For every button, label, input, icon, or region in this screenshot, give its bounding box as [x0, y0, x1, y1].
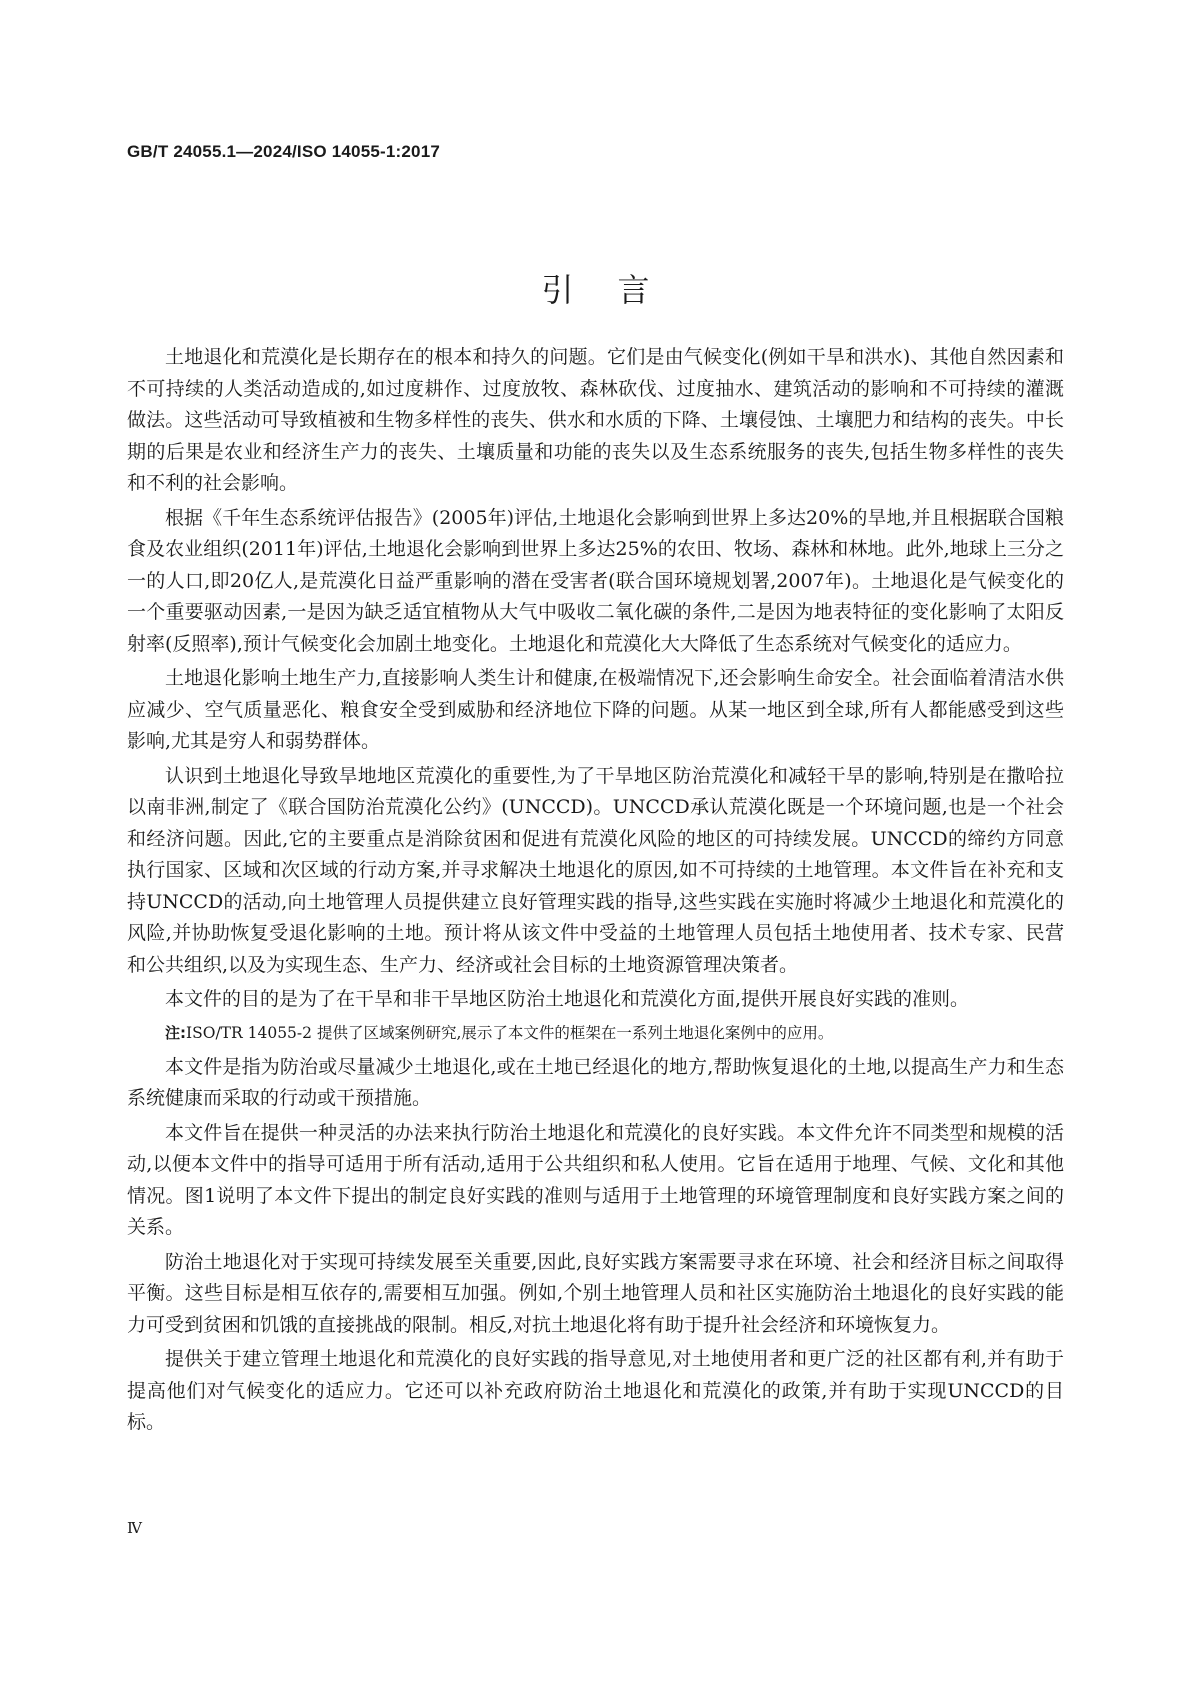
introduction-body: [127, 342, 1064, 1442]
standard-number-header: GB/T 24055.1—2024/ISO 14055-1:2017: [127, 142, 440, 161]
note-label: 注:: [165, 1023, 186, 1042]
paragraph: 土地退化和荒漠化是长期存在的根本和持久的问题。它们是由气候变化(例如干旱和洪水)、其他自然因素和不可持续的人类活动造成的,如过度耕作、过度放牧、森林砍伐、过度抽水、建筑活动的影响和不可持续的灌溉做法。这些活动可导致植被和生物多样性的丧失、供水和水质的下降、土壤侵蚀、土壤肥力和结构的丧失。中长期的后果是农业和经济生产力的丧失、土壤质量和功能的丧失以及生态系统服务的丧失,包括生物多样性的丧失和不利的社会影响。: [127, 346, 1064, 494]
page-title: 引言: [541, 271, 694, 310]
paragraph: 本文件的目的是为了在干旱和非干旱地区防治土地退化和荒漠化方面,提供开展良好实践的准则。: [165, 988, 970, 1010]
paragraph: 土地退化影响土地生产力,直接影响人类生计和健康,在极端情况下,还会影响生命安全。社会面临着清洁水供应减少、空气质量恶化、粮食安全受到威胁和经济地位下降的问题。从某一地区到全球,所有人都能感受到这些影响,尤其是穷人和弱势群体。: [127, 667, 1064, 752]
paragraph: 根据《千年生态系统评估报告》(2005年)评估,土地退化会影响到世界上多达20%的旱地,并且根据联合国粮食及农业组织(2011年)评估,土地退化会影响到世界上多达25%的农田、牧场、森林和林地。此外,地球上三分之一的人口,即20亿人,是荒漠化日益严重影响的潜在受害者(联合国环境规划署,2007年)。土地退化是气候变化的一个重要驱动因素,一是因为缺乏适宜植物从大气中吸收二氧化碳的条件,二是因为地表特征的变化影响了太阳反射率(反照率),预计气候变化会加剧土地变化。土地退化和荒漠化大大降低了生态系统对气候变化的适应力。: [127, 506, 1064, 655]
paragraph: 提供关于建立管理土地退化和荒漠化的良好实践的指导意见,对土地使用者和更广泛的社区都有利,并有助于提高他们对气候变化的适应力。它还可以补充政府防治土地退化和荒漠化的政策,并有助于实现UNCCD的目标。: [127, 1348, 1064, 1433]
note: [127, 1019, 1064, 1048]
paragraph: 本文件是指为防治或尽量减少土地退化,或在土地已经退化的地方,帮助恢复退化的土地,以提高生产力和生态系统健康而采取的行动或干预措施。: [127, 1055, 1064, 1109]
paragraph: 防治土地退化对于实现可持续发展至关重要,因此,良好实践方案需要寻求在环境、社会和经济目标之间取得平衡。这些目标是相互依存的,需要相互加强。例如,个别土地管理人员和社区实施防治土地退化的良好实践的能力可受到贫困和饥饿的直接挑战的限制。相反,对抗土地退化将有助于提升社会经济和环境恢复力。: [127, 1250, 1064, 1336]
note-text: ISO/TR 14055-2 提供了区域案例研究,展示了本文件的框架在一系列土地退化案例中的应用。: [186, 1023, 834, 1042]
paragraph: 本文件旨在提供一种灵活的办法来执行防治土地退化和荒漠化的良好实践。本文件允许不同类型和规模的活动,以便本文件中的指导可适用于所有活动,适用于公共组织和私人使用。它旨在适用于地理、气候、文化和其他情况。图1说明了本文件下提出的制定良好实践的准则与适用于土地管理的环境管理制度和良好实践方案之间的关系。: [127, 1121, 1064, 1238]
paragraph: 认识到土地退化导致旱地地区荒漠化的重要性,为了干旱地区防治荒漠化和减轻干旱的影响,特别是在撒哈拉以南非洲,制定了《联合国防治荒漠化公约》(UNCCD)。UNCCD承认荒漠化既是一个环境问题,也是一个社会和经济问题。因此,它的主要重点是消除贫困和促进有荒漠化风险的地区的可持续发展。UNCCD的缔约方同意执行国家、区域和次区域的行动方案,并寻求解决土地退化的原因,如不可持续的土地管理。本文件旨在补充和支持UNCCD的活动,向土地管理人员提供建立良好管理实践的指导,这些实践在实施时将减少土地退化和荒漠化的风险,并协助恢复受退化影响的土地。预计将从该文件中受益的土地管理人员包括土地使用者、技术专家、民营和公共组织,以及为实现生态、生产力、经济或社会目标的土地资源管理决策者。: [127, 764, 1064, 976]
page-number: Ⅳ: [127, 1519, 142, 1537]
